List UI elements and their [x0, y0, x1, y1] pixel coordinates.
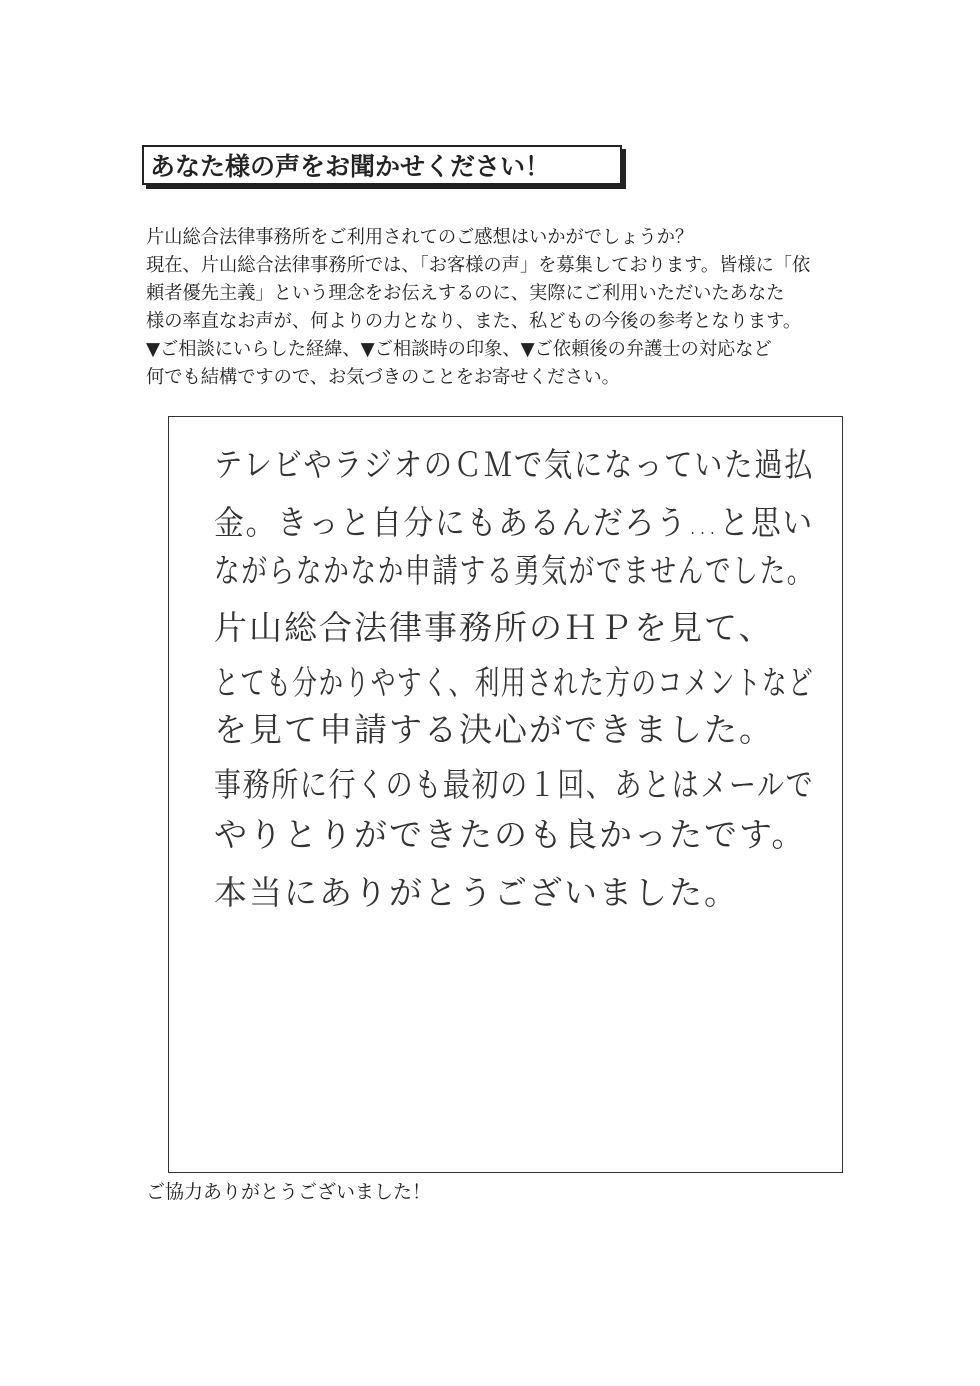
page-title-box	[142, 145, 622, 185]
comment-line: 金。きっと自分にもあるんだろう…と思い	[214, 503, 814, 542]
comment-line: テレビやラジオのＣＭで気になっていた過払	[214, 445, 815, 484]
page-title: あなた様の声をお聞かせください！	[150, 152, 551, 181]
comment-line: 事務所に行くのも最初の１回、あとはメールで	[214, 765, 815, 804]
intro-line: 様の率直なお声が、何よりの力となり、また、私どもの今後の参考となります。	[146, 311, 802, 332]
closing-message: ご協力ありがとうございました！	[146, 1181, 432, 1203]
comment-line: 本当にありがとうございました。	[214, 873, 739, 912]
intro-line: 現在、片山総合法律事務所では、「お客様の声」を募集しております。皆様に「依	[146, 255, 811, 276]
comment-line: とても分かりやすく、利用された方のコメントなど	[214, 663, 815, 702]
intro-line: 頼者優先主義」という理念をお伝えするのに、実際にご利用いただいたあなた	[146, 283, 785, 304]
intro-text	[146, 224, 856, 392]
comment-line: 片山総合法律事務所のＨＰを見て、	[214, 608, 774, 647]
intro-line: ▼ご相談にいらした経緯、▼ご相談時の印象、▼ご依頼後の弁護士の対応など	[146, 339, 772, 360]
intro-line: 片山総合法律事務所をご利用されてのご感想はいかがでしょうか？	[146, 227, 694, 248]
comment-box	[168, 416, 843, 1173]
intro-line: 何でも結構ですので、お気づきのことをお寄せください。	[146, 367, 620, 388]
comment-line: を見て申請する決心ができました。	[214, 710, 774, 749]
comment-line: やりとりができたのも良かったです。	[214, 815, 807, 854]
comment-line: ながらなかなか申請する勇気がでませんでした。	[214, 551, 814, 590]
